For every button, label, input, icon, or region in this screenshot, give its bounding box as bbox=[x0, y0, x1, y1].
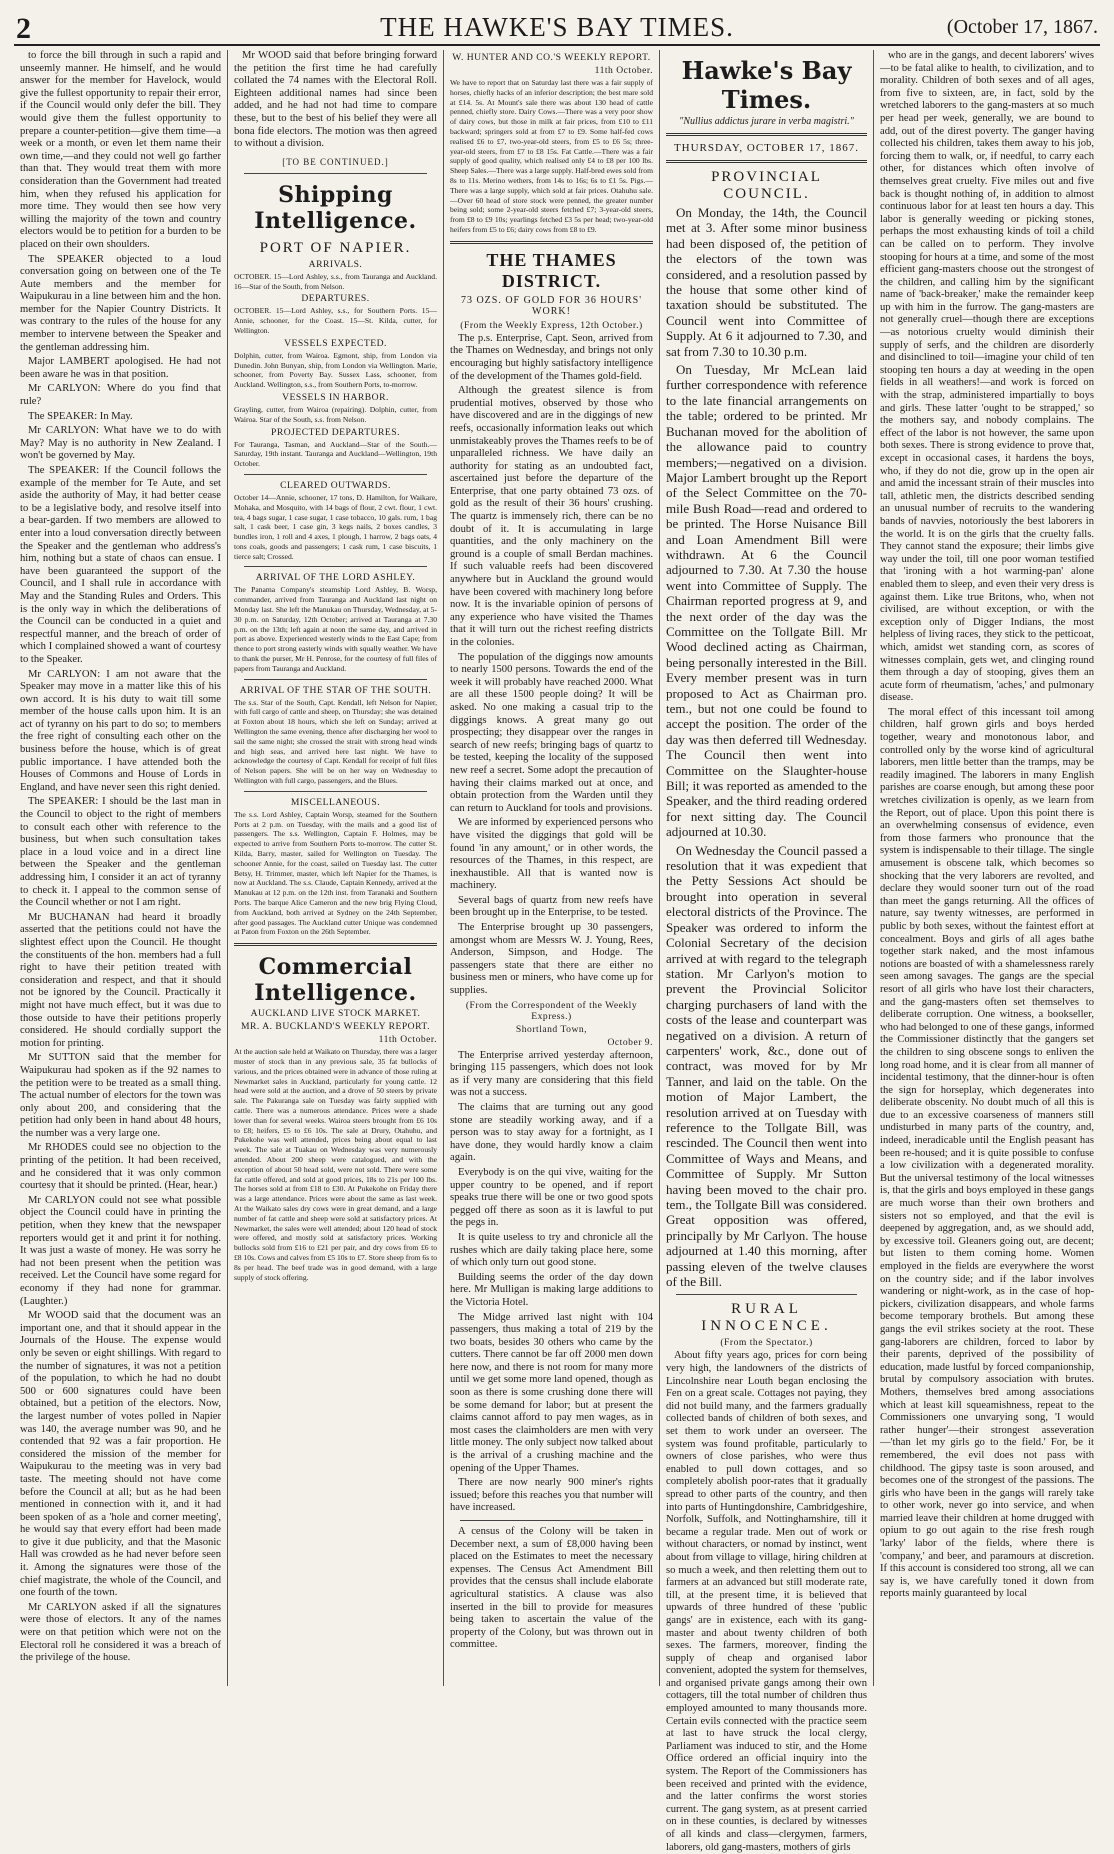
divider bbox=[676, 1294, 857, 1295]
paragraph: Mr WOOD said that before bringing forward the petition the first time he had carefully collated the 74 names with the Electoral Roll. Eighteen additional names had since been added, and he had not had time to compare these, but to the best of his belief they were all bona fide electors. The motion was then agreed to without a division. bbox=[234, 50, 437, 150]
paragraph: The SPEAKER: I should be the last man in the Council to object to the right of members to consult each other with reference to the business, but when such consultation takes place in a loud voice and in a direct line between the Speaker and the gentleman addressing him, I consider it an act of tyranny to check it. I appeal to the common sense of the Council whether or not I am right. bbox=[20, 796, 221, 909]
issue-date: (October 17, 1867. bbox=[946, 16, 1098, 38]
column-5 bbox=[874, 50, 1100, 1686]
shipping-text: Dolphin, cutter, from Wairoa. Egmont, ship, from London via Dunedin. John Bunyan, ship, from London via Wellington. Marie, schooner, from Poverty Bay. Sussex Lass, schooner, from Auckland. Wellington, s.s., from Southern Ports, to-morrow. bbox=[234, 350, 437, 390]
paragraph: Mr CARLYON: What have we to do with May? May is no authority in New Zealand. I won't be governed by May. bbox=[20, 425, 221, 462]
thames-source: (From the Weekly Express, 12th October.) bbox=[460, 319, 643, 331]
market-subheading: MR. A. BUCKLAND'S WEEKLY REPORT. bbox=[241, 1021, 430, 1033]
correspondent-place: Shortland Town, bbox=[515, 1023, 588, 1035]
report-text: We have to report that on Saturday last there was a fair supply of horses, chiefly hacks of an inferior description; the best mare sold at £14. 5s. At Mount's sale there was about 130 head of cattle penned, chiefly store. Dairy Cows.—There was a very poor show of dairy cows, but those in milk at fair prices, from £10 to £11 backward; springers sold at from £7 to £9. Some half-fed cows realised £6 to £7, two-year-old steers, from £5 to £6 5s; three-year-old steers, from £7 to £8 15s. Fat Cattle.—There was a fair supply of good quality, which realised only £4 to £8 per 100 lbs. Sheep Sales.—There was a large supply. Half-bred ewes sold from 8s to 11s. Merino wethers, from 14s to 16s; 6s to £1 5s. Pigs.—There was a large supply, which sold at fair prices. Otahuhu sale.—Over 60 head of store stock were penned, the greater number being sold; some 2-year-old steers fetched £7; 3-year-old steers, from £8 to £9 10s; yearlings fetched £3 5s per head; two-year-old heifers from £5 to £6; dairy cows from £8 to £9. bbox=[450, 78, 653, 234]
shipping-text: OCTOBER. 15—Lord Ashley, s.s., for Southern Ports. 15—Annie, schooner, for the Coast. 15—St. Kilda, cutter, for Wellington. bbox=[234, 306, 437, 335]
shipping-text: The s.s. Star of the South, Capt. Kendall, left Nelson for Napier, with full cargo of cattle and sheep, on Thursday; she was detained at Foxton about 18 hours, which she left on Sunday; arrived at Wellington the same evening, thence after discharging her wool to sail the same night; she crossed the strait with strong head winds and high seas, and arrived here last night. We have to acknowledge the courtesy of Capt. Kendall for receipt of full files of Nelson papers. She will be on her way on Wednesday to Wellington with full cargo, passengers, and the Blues. bbox=[234, 697, 437, 786]
paragraph: who are in the gangs, and decent laborers' wives—to be fatal alike to health, to civilization, and to morality. Children of both sexes and of all ages, from five to sixteen, are, in fact, sold by the wretched laborers to the gang-masters at so much per head per week, generally, we are bound to add, out of the direst poverty. The ganger having collected his children, takes them away to his job, forcing them to walk, or, if needful, to carry each other, for distances which often involve of themselves great cruelty. Five miles out and five back is thought nothing of, in addition to almost continuous labor for at least ten hours a day. This labor is generally weeding or picking stones, perhaps the most exhausting kinds of toil a child can be called on to perform. They involve stooping for hours at a time, and some of the most efficient gang-masters choose out the strongest of the children, and calling him by the significant name of 'back-breaker,' make the remainder keep up with him in the furrow. The gang-masters are not generally cruel—though there are exceptions—as notorious cruelty would diminish their supply of serfs, and the children are disorderly and disinclined to toil—imagine your child of ten stooping ten hours a day at weeding in the open fields in all weathers!—and work is forced on with the strap, administered impartially to boys and girls. These latter 'ought to be strapped,' so the mothers say, and nobody complains. The effect of the labor is not however, the same upon both sexes. There is strong evidence to prove that, except in occasional cases, it hardens the boys, who, if they do not die, grow up in the open air and amid the incessant strain of their muscles into tall, athletic men, the districts described sending an unusual number of recruits to the wandering bands of navvies, notoriously the best laborers in the world. It is on the girls that the cruelty falls. They cannot stand the exposure; their limbs give way under the toil, till one poor woman testified that 'ironing with a hot warming-pan' alone enabled them to sleep, and even their very dress is against them. Like true Britons, who, when not civilised, are without exception, or with the exception only of Digger Indians, the most helpless of living races, they stick to the petticoat, which, amidst wet standing corn, as scores of witnesses complain, gets wet, and clinging round them through a day of stooping, gives them an acute form of rheumatism, 'aches,' and pulmonary disease. bbox=[880, 50, 1094, 704]
market-report: At the auction sale held at Waikato on Thursday, there was a larger muster of stock than in any previous sale, 35 fat bullocks of various, and the prices obtained were in advance of those ruling at Newmarket sales in Auckland, particularly for young cattle. 12 head were sold at the auction, and a drove of 50 steers by private sale. The Pakuranga sale on Tuesday was fairly supplied with cattle. There was a numerous attendance. Prices were a shade lower than for several weeks. Wairoa steers brought from £6 10s to £8; heifers, £5 to £6 10s. The sale at Drury, Otahuhu, and Pukekohe was well attended, prices being about equal to last week. The sale at Tuakau on Wednesday was very numerously attended. About 200 sheep were catalogued, and with the exception of about 50 head sold, were not sold. There were some fat cattle offered, and sold at good prices, 18s to 21s per 100 lbs. The horses sold at from £18 to £30. At Pukekohe on Friday there was a large attendance. Prices were about the same as last week. At the Waikato sales dry cows were in great demand, and a large number of fat cattle and sheep were sold at satisfactory prices. At Newmarket, the sales were well attended; about 120 head of stock were offered, and mostly sold at satisfactory prices. Working bullocks sold from £16 to £21 per pair, and dry cows from £6 to £8 10s. Cows and calves from £5 10s to £7. Store sheep from 6s to 8s per head. The beef trade was in good demand, with a large supply of stock offering. bbox=[234, 1047, 437, 1282]
rural-heading: RURAL INNOCENCE. bbox=[701, 1301, 832, 1335]
market-heading: AUCKLAND LIVE STOCK MARKET. bbox=[250, 1008, 421, 1020]
shipping-subheading: CLEARED OUTWARDS. bbox=[280, 479, 391, 491]
thames-subheading: 73 OZS. OF GOLD FOR 36 HOURS' WORK! bbox=[460, 294, 643, 317]
divider bbox=[244, 566, 427, 567]
shipping-subheading: ARRIVAL OF THE LORD ASHLEY. bbox=[255, 572, 416, 584]
divider bbox=[244, 173, 427, 174]
report-heading: W. HUNTER AND CO.'S WEEKLY REPORT. bbox=[452, 52, 651, 63]
divider bbox=[244, 474, 427, 475]
shipping-text: OCTOBER. 15—Lord Ashley, s.s., from Tauranga and Auckland. 16—Star of the South, from Nelson. bbox=[234, 271, 437, 291]
page-number: 2 bbox=[16, 12, 31, 45]
paragraph: to force the bill through in such a rapid and unseemly manner. He himself, and he would answer for the member for Havelock, would give the fullest opportunity to repair their error, if the Council would only defer the bill. They would give them the fullest opportunity to prepare a counter-petition—give them time—a week or a month, or even let them name their own time,—and they could not well go farther than that. They would treat them with more consideration than the Government had treated him, when they refused his application for more time. They would then see how very willing the majority of the town and country electors would be to petition for a burden to be placed on their own shoulders. bbox=[20, 50, 221, 250]
port-heading: PORT OF NAPIER. bbox=[259, 239, 412, 256]
report-date: 11th October. bbox=[594, 65, 653, 76]
shipping-text: Grayling, cutter, from Wairoa (repairing). Dolphin, cutter, from Wairoa. Star of the South, s.s. from Nelson. bbox=[234, 404, 437, 424]
paragraph: Building seems the order of the day down here. Mr Mulligan is making large additions to the Victoria Hotel. bbox=[450, 1271, 653, 1308]
paragraph: Mr CARLYON: Where do you find that rule? bbox=[20, 383, 221, 408]
shipping-subheading: DEPARTURES. bbox=[301, 293, 370, 305]
paragraph: It is quite useless to try and chronicle all the rushes which are daily taking place here, some of which only turn out good stone. bbox=[450, 1231, 653, 1269]
paragraph: Mr CARLYON: I am not aware that the Speaker may move in a matter like this of his own accord. It is his duty to wait till some member of the house calls upon him. It is an act of tyranny on his part to do so; to members the free right of consulting each other on the business before the house, which is of great public importance. I have attended both the Houses of Commons and House of Lords in England, and have never seen this right denied. bbox=[20, 668, 221, 793]
column-3 bbox=[444, 50, 660, 1686]
paragraph: Everybody is on the qui vive, waiting for the upper country to be opened, and if report speaks true there will be one or two good spots pegged off there as soon as it is lawful to put the pegs in. bbox=[450, 1166, 653, 1229]
paragraph: A census of the Colony will be taken in December next, a sum of £8,000 having been placed on the Estimates to meet the necessary expenses. The Census Act Amendment Bill provides that the census shall include elaborate agricultural statistics. A clause was also inserted in the bill to provide for measures being taken to ascertain the value of the property of the Colony, but was thrown out in committee. bbox=[450, 1526, 653, 1651]
shipping-text: October 14—Annie, schooner, 17 tons, D. Hamilton, for Waikare, Mohaka, and Mosquito, with 14 bags of flour, 2 cwt. flour, 1 cwt. tea, 4 bags sugar, 1 case sugar, 1 case tobacco, 10 gals. rum, 1 bag salt, 1 cask beer, 1 case gin, 3 kegs nails, 2 boxes candles, 3 bundles iron, 1 roll and 4 axes, 1 plough, 1 harrow, 2 bags oats, 4 tons coals, goods and passengers; 1 cask rum, 1 case biscuits, 1 tierce salt; Crossed. bbox=[234, 492, 437, 561]
paragraph: On Tuesday, Mr McLean laid further correspondence with reference to the late financial arrangements on the table; ordered to be printed. Mr Buchanan moved for the abolition of the allowance paid to country members;—negatived on a division. Major Lambert brought up the Report of the Select Committee on the 70-mile Bush Road—read and ordered to be printed. The Horse Nuisance Bill and Loan Amendment Bill were withdrawn. At 6 the Council adjourned to 7.30. At 7.30 the house went into Committee of Supply. The Chairman reported progress at 9, and the next order of the day was the Committee on the Tollgate Bill. Mr Wood declined acting as Chairman, being personally interested in the Bill. Every member present was in turn proposed to Act as Chairman pro. tem., but not one could be found to accept the position. The order of the day was then deferred till Wednesday. The Council then went into Committee on the Slaughter-house Bill; it was reported as amended to the Speaker, and the third reading ordered for next sitting day. The Council adjourned at 10.30. bbox=[666, 362, 867, 840]
columns bbox=[14, 50, 1100, 1853]
paragraph: Mr CARLYON asked if all the signatures were those of electors. It any of the names were on that petition which were not on the Electoral roll he considered it was a breach of the privilege of the house. bbox=[20, 1601, 221, 1664]
paragraph: The claims that are turning out any good stone are steadily working away, and if a person was to stay away for a fortnight, as I have done, they would hardly know a claim again. bbox=[450, 1102, 653, 1164]
paragraph: Although the greatest silence is from prudential motives, observed by those who have discovered and are in the diggings of new reefs, occasionally information leaks out which unmistakeably proves the Thames reefs to be of unparalleled richness. We have daily an authority for stating as an undoubted fact, ascertained just before the departure of the Enterprise, that one party obtained 73 ozs. of gold as the result of their 36 hours' crushing. The quartz is immensely rich, there can be no doubt of it. It is accumulating in large quantities, and the only machinery on the ground is a couple of small Berdan machines. If such valuable reefs had been discovered anywhere but in Auckland the ground would have been covered with machinery long before now. It is the invariable opinion of persons of any experience who have visited the Thames that it will turn out the richest reefing districts in the colonies. bbox=[450, 385, 653, 648]
paragraph: The Enterprise brought up 30 passengers, amongst whom are Messrs W. J. Young, Rees, Anderson, Simpson, and Hodge. The passengers state that there are either no business men or miners, who have come up for supplies. bbox=[450, 922, 653, 997]
shipping-text: The Panama Company's steamship Lord Ashley, B. Worsp, commander, arrived from Tauranga and Auckland last night on Monday last. She left the Manukau on Thursday, Wednesday, at 5-30 p.m. on Saturday, 12th October; arrived at Tauranga at 7.30 p.m. on the 13th; left again at noon the same day, and arrived in port as above. Experienced westerly winds to the East Cape; from thence to port strong easterly winds with squally weather. We have to thank the purser, Mr H. Penrose, for the courtesy of full files of papers from Tauranga and Auckland. bbox=[234, 585, 437, 673]
paragraph: The SPEAKER objected to a loud conversation going on between one of the Te Aute members and the member for Waipukurau in a line between him and the hon. member for the Napier Country Districts. It was contrary to the rules of the house for any member to intervene between the Speaker and the gentleman addressing him. bbox=[20, 253, 221, 353]
council-heading: PROVINCIAL COUNCIL. bbox=[711, 169, 822, 202]
paragraph: Mr BUCHANAN had heard it broadly asserted that the petitions could not have the slightest effect upon the Council. He thought the constituents of the hon. members had a full right to have their petition treated with consideration and respect, and that it should not be ignored by the Council. Practically it might not have much effect, but it was due to those outside to have their petitions properly considered. He should cordially support the motion for printing. bbox=[20, 911, 221, 1049]
commercial-heading: Commercial Intelligence. bbox=[254, 954, 417, 1007]
shipping-subheading: MISCELLANEOUS. bbox=[290, 796, 381, 808]
paragraph: There are now nearly 900 miner's rights issued; before this reaches you that number will have increased. bbox=[450, 1477, 653, 1514]
column-1 bbox=[14, 50, 228, 1686]
shipping-list bbox=[234, 259, 437, 937]
market-date: 11th October. bbox=[378, 1034, 437, 1046]
shipping-subheading: ARRIVALS. bbox=[308, 258, 363, 270]
paragraph: The p.s. Enterprise, Capt. Seon, arrived from the Thames on Wednesday, and brings not only encouraging but highly satisfactory intelligence of the development of the Thames gold-field. bbox=[450, 332, 653, 382]
paragraph: The Enterprise arrived yesterday afternoon, bringing 115 passengers, which does not look as if very many are considering that this field was not a success. bbox=[450, 1049, 653, 1099]
shipping-subheading: VESSELS IN HARBOR. bbox=[282, 391, 389, 403]
shipping-subheading: ARRIVAL OF THE STAR OF THE SOUTH. bbox=[239, 684, 432, 696]
shipping-heading: Shipping Intelligence. bbox=[254, 181, 417, 234]
paper-nameplate: Hawke's Bay Times. bbox=[681, 56, 852, 114]
newspaper-title: THE HAWKE'S BAY TIMES. bbox=[380, 12, 734, 42]
shipping-text: For Tauranga, Tasman, and Auckland—Star of the South.—Saturday, 19th instant. Tauranga and Auckland—Wellington, 19th October. bbox=[234, 439, 437, 469]
continued-note: [TO BE CONTINUED.] bbox=[282, 156, 389, 167]
paragraph: The population of the diggings now amounts to nearly 1500 persons. Towards the end of the week it will probably have reached 2000. What are all these 1500 people doing? It will be asked. No one making a casual trip to the diggings knows. A great many go out prospecting; they disappear over the ranges in search of new reefs; bringing bags of quartz to be tested, keeping the locality of the supposed new reef a secret. Some adopt the precaution of having their claims marked out at once, and obtain protection from the Warden until they can return to Auckland for tools and provisions. bbox=[450, 651, 653, 814]
paragraph: Several bags of quartz from new reefs have been brought up in the Enterprise, to be tested. bbox=[450, 894, 653, 919]
paragraph: The Midge arrived last night with 104 passengers, thus making a total of 219 by the two boats, besides 30 others who came by the cutters. There cannot be far off 2000 men down here now, and there is not room for many more until we get some more land opened, though as soon as there is some crushing done there will be some demand for labor; but at present the claims cannot afford to pay men wages, as in most cases the claimholders are men with very little money. The only subject now talked about is the arrival of a crushing machine and the opening of the Upper Thames. bbox=[450, 1311, 653, 1474]
paragraph: On Monday, the 14th, the Council met at 3. After some minor business had been disposed of, the petition of the electors of the town was considered, and a resolution passed by the house that some other kind of taxation should be substituted. The Council went into Committee of Supply. At 6 it adjourned to 7.30, and sat from 7.30 to 10.30 p.m. bbox=[666, 205, 867, 359]
correspondent-source: (From the Correspondent of the Weekly Express.) bbox=[465, 999, 638, 1022]
paragraph: Mr RHODES could see no objection to the printing of the petition. It had been received, and he considered that it was only common courtesy that it should be printed. (Hear, hear.) bbox=[20, 1142, 221, 1192]
paragraph: The moral effect of this incessant toil among children, half grown girls and boys herded together, weary and monotonous labor, and controlled only by the worse kind of agricultural laborers, men little better than the tramps, may be readily imagined. The laborers in many English parishes are coarse enough, but among these poor wretches civilization is openly, as we learn from the Report, out of place. Upon this point there is an overwhelming consensus of evidence, even from those farmers who pronounce that the system is indispensable to their tillage. The single amusement is obscene talk, which becomes so shocking that the very laborers are revolted, and declare they would sooner turn out of the road than meet the gangs returning. All the offices of nature, say twenty witnesses, are performed in public by both sexes, without the faintest effort at concealment. Boys and girls of all ages bathe together stark naked, and the most infamous notions are boasted of with a shamelessness rarely seen among savages. The gangs are the special resort of all girls who have lost their characters, and the gang-masters often set themselves to deliberate corruption. One witness, a bookseller, who had belonged to one of these gangs, informed the Commissioner distinctly that the gangers set the children to sing obscene songs to enliven the long road home, and it is clear from all manner of incidental testimony, that the dinner-hour is often the sign for horseplay, which degenerates into deliberate obscenity. No doubt much of all this is due to an excessive coarseness of manners still undisturbed in many parts of the country, and, indeed, ineradicable until the English peasant has been re-housed; and it is quite possible to confuse a low civilization with a degenerated morality. But the universal testimony of the local witnesses is, that the girls and boys employed in these gangs are much worse than their own brothers and sisters not so employed, and that the evil is deepened by aggregation, and, as we should add, by excessive toil. Gleaners going out, are decent; but listen to them coming home. Women employed in the fields are everywhere the worst on the country side; and if the labor involves wandering or night-work, as in the case of hop-pickers, civilization disappears, and whole farms become temporary brothels. But among these gangs the evil strikes society at the root. These gang-laborers are children, forced to labor by their parents, deprived of the possibility of education, made lustful by forced companionship, brutal by compulsory association with brutes. Mothers, themselves bred among associations which at least kill squeamishness, repeat to the Commissioners one unvarying song, 'I would rather hunger'—their strongest asseveration—'than let my girls go to the field.' For, be it remembered, the evil does not pass with childhood. The gipsy taste is soon aroused, and becomes one of the strongest of the passions. The girls who have been in the gangs will rarely take to other work, never go into service, and when married leave their children at home drugged with opium to go out again to the rise fresh rough 'larky' labor of the fields, where there is 'company,' and beer, and paramours at discretion. If this account is considered too strong, all we can say is, we have carefully toned it down from reports mainly guaranteed by local bbox=[880, 706, 1094, 1600]
divider bbox=[244, 791, 427, 792]
column-2 bbox=[228, 50, 444, 1686]
divider bbox=[450, 241, 653, 244]
rural-source: (From the Spectator.) bbox=[720, 1337, 813, 1349]
paragraph: Mr CARLYON could not see what possible object the Council could have in printing the petition, when they knew that the newspaper reporters would get it and print it for nothing. It was just a waste of money. He was sorry he had not been present when the petition was received. Let the Council have some regard for economy if they had none for grammar. (Laughter.) bbox=[20, 1194, 221, 1307]
shipping-subheading: VESSELS EXPECTED. bbox=[284, 337, 387, 349]
divider bbox=[244, 679, 427, 680]
paragraph: On Wednesday the Council passed a resolution that it was expedient that the Petty Sessions Act should be brought into operation in several electoral districts of the Province. The Speaker was ordered to inform the Colonial Secretary of the decision arrived at with regard to the telegraph station. Mr Carlyon's motion to prevent the Provincial Solicitor charging purchasers of land with the costs of the lease and counterpart was negatived on a division. A return of carpenters' work, &c., done out of contract, was moved for by Mr Tanner, and laid on the table. On the motion of Major Lambert, the resolution arrived at on Tuesday with reference to the Tollgate Bill, was rescinded. The Council then went into Committee of Ways and Means, and Committee of Supply. Mr Sutton having been moved to the chair pro. tem., the Tollgate Bill was considered. Great opposition was offered, principally by Mr Carlyon. The house adjourned at 1.40 this morning, after passing eleven of the twelve clauses of the Bill. bbox=[666, 842, 867, 1290]
divider bbox=[234, 943, 437, 946]
paragraph: Major LAMBERT apologised. He had not been aware he was in that position. bbox=[20, 356, 221, 380]
paragraph: The SPEAKER: If the Council follows the example of the member for Te Aute, and set aside the authority of May, it had better cease to be a legislative body, and resolve itself into a bear-garden. If two members are allowed to enter into a loud conversation directly between the Speaker and the gentleman who address's him, nothing but a state of chaos can ensue. I have been guaranteed the support of the Council, and I shall rule in accordance with May and the Standing Rules and Orders. This is the only way in which the deliberations of the Council can be conducted in a quiet and respectful manner, and the breach of order of which I complained showed a want of courtesy to the Speaker. bbox=[20, 465, 221, 665]
paragraph: Mr WOOD said that the document was an important one, and that it should appear in the Journals of the House. The expense would only be seven or eight shillings. With regard to the number of signatures, it was not a petition of the population, to which he had no doubt 500 or 600 signatures could have been obtained, but a petition of the electors. Now, the largest number of votes polled in Napier was 140, the average number was 90, and he contended that 92 was a fair proportion. He considered the mission of the member for Waipukurau to the meeting was in very bad taste. The meeting should not have come before the Council at all; but as he had been mentioned in connection with it, and it had been spoken of as a 'hole and corner meeting', he would say that every effort had been made to give it due publicity, and that the Masonic Hall was crowded as he had never before seen it. Among the signatures were those of the chief magistrate, the whole of the Council, and one fourth of the town. bbox=[20, 1310, 221, 1599]
divider bbox=[666, 160, 867, 163]
paragraph: About fifty years ago, prices for corn being very high, the landowners of the districts of Lincolnshire near Louth began enclosing the Fen on a great scale. Cottages not paying, they did not build many, and the farmers gradually collected bands of children of both sexes, and set them to work under an overseer. The system was found profitable, particularly to owners of close parishes, who were thus enabled to pull down cottages, and so completely abolish poor-rates that it gradually spread to other parts of the country, and then into parts of Huntingdonshire, Cambridgeshire, Norfolk, Suffolk, and Nottinghamshire, till it became a regular trade. Men out of work or without characters, or nomad by instinct, went about from village to village, hiring children at so much a week, and then reletting them out to farmers at an advanced but still moderate rate, till, at the present time, it is believed that upwards of three hundred of these 'public gangs' are in existence, each with its gang-master and about twenty children of both sexes. The farmers, moreover, finding the supply of cheap and organised labor convenient, adopted the system for themselves, and organised private gangs among their own cottagers, till the total number of children thus employed amounted to many thousands more. Certain evils connected with the practice seem at last to have struck the local clergy, Parliament was induced to stir, and the Home Office ordered an official inquiry into the system. The Report of the Commissioners has been received and printed with the evidence, and the latter confirms the worst stories current. The gang system, as at present carried on in these counties, is declared by witnesses of all kinds and class—clergymen, farmers, laborers, old gang-masters, mothers of girls bbox=[666, 1350, 867, 1853]
shipping-subheading: PROJECTED DEPARTURES. bbox=[271, 426, 400, 438]
shipping-text: The s.s. Lord Ashley, Captain Worsp, steamed for the Southern Ports at 2 p.m. on Tuesday, with the mails and a good list of passengers. The s.s. Wellington, Captain F. Holmes, may be expected to arrive from Southern Ports to-morrow. The cutter St. Kilda, Barry, master, sailed for Wellington on Tuesday. The schooner Annie, for the coast, sailed on Tuesday last. The cutter Betsy, H. Trimmer, master, which left Napier for the Thames, is now at Auckland. The s.s. Claude, Captain Kennedy, arrived at the Manukau at 12 p.m. on the 12th inst. from Taranaki and Southern Ports. The barque Alice Cameron and the new brig Flying Cloud, from Auckland, both arrived at Sydney on the 24th September, after good passages. The Auckland cutter Unique was condemned at Paton from Foxton on the 26th September. bbox=[234, 809, 437, 937]
correspondent-date: October 9. bbox=[607, 1036, 653, 1048]
paragraph: The SPEAKER: In May. bbox=[28, 410, 133, 422]
paragraph: We are informed by experienced persons who have visited the diggings that gold will be found 'in any amount,' or in other words, the resources of the Thames, in this respect, are inexhaustible. All that is wanted now is machinery. bbox=[450, 817, 653, 892]
divider bbox=[460, 1520, 643, 1521]
column-4 bbox=[660, 50, 874, 1853]
editorial-dateline: THURSDAY, OCTOBER 17, 1867. bbox=[673, 142, 860, 154]
divider bbox=[666, 133, 867, 136]
thames-heading: THE THAMES DISTRICT. bbox=[486, 249, 617, 291]
masthead bbox=[14, 10, 1100, 46]
paper-motto: "Nullius addictus jurare in verba magistri." bbox=[679, 116, 854, 127]
paragraph: Mr SUTTON said that the member for Waipukurau had spoken as if the 92 names to the petition were to be treated as a small thing. The actual number of electors for the town was only about 200, and considering that the petition had only been in hand about 48 hours, the number was a very large one. bbox=[20, 1052, 221, 1139]
